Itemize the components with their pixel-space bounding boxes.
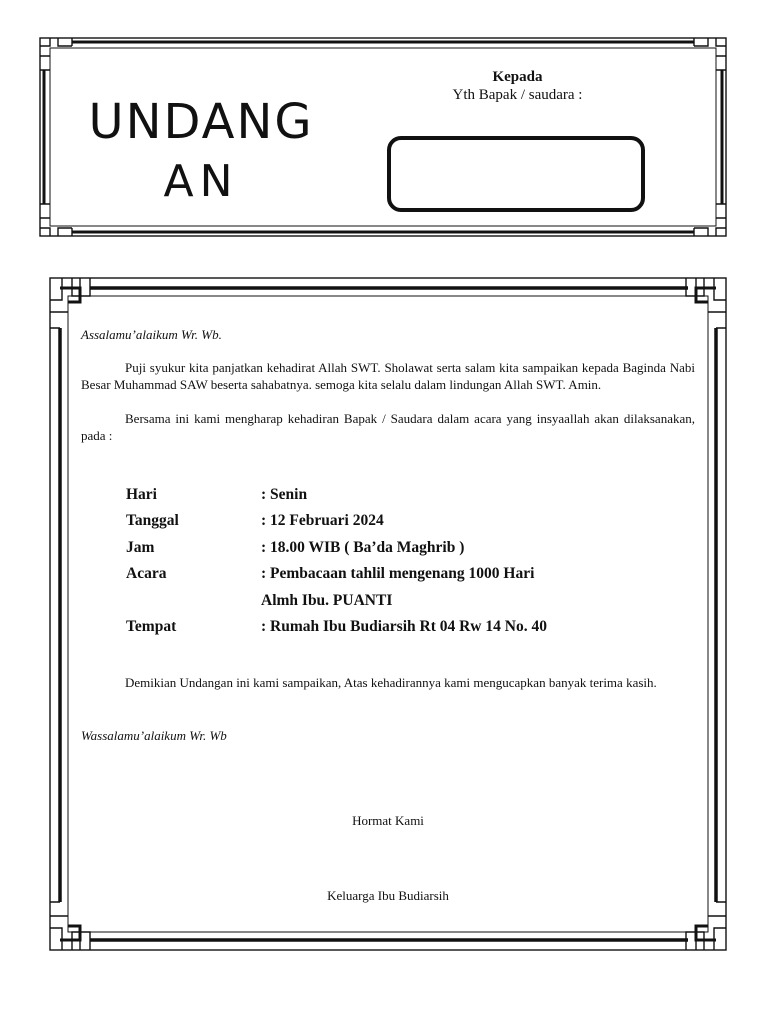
regards: Hormat Kami xyxy=(352,813,424,828)
letter-body xyxy=(81,326,695,444)
detail-label: Acara xyxy=(126,565,167,582)
detail-value: : 12 Februari 2024 xyxy=(261,512,384,529)
detail-label: Tempat xyxy=(126,618,177,635)
detail-value: Almh Ibu. PUANTI xyxy=(261,592,393,609)
detail-value: : Rumah Ibu Budiarsih Rt 04 Rw 14 No. 40 xyxy=(261,618,547,635)
invitation-title-line1: UNDANG xyxy=(88,94,314,150)
paragraph-1: Puji syukur kita panjatkan kehadirat Allah SWT. Sholawat serta salam kita sampaikan kepada Baginda Nabi Besar Muhammad SAW beserta sahabatnya. semoga kita selalu dalam lindungan Allah SWT. Amin. xyxy=(81,360,695,392)
detail-value: : Senin xyxy=(261,486,308,503)
detail-value: : 18.00 WIB ( Ba’da Maghrib ) xyxy=(261,539,465,556)
paragraph-2: Bersama ini kami mengharap kehadiran Bapak / Saudara dalam acara yang insyaallah akan dilaksanakan, pada : xyxy=(81,411,695,443)
detail-label: Tanggal xyxy=(126,512,179,529)
kepada-label: Kepada xyxy=(492,69,543,85)
detail-value: : Pembacaan tahlil mengenang 1000 Hari xyxy=(261,565,535,582)
detail-label: Hari xyxy=(126,486,157,503)
yth-label: Yth Bapak / saudara : xyxy=(452,87,583,103)
letter-closing-block xyxy=(81,674,695,744)
detail-label: Jam xyxy=(126,539,155,556)
paragraph-3: Demikian Undangan ini kami sampaikan, Atas kehadirannya kami mengucapkan banyak terima kasih. xyxy=(125,675,657,690)
closing-greeting: Wassalamu’alaikum Wr. Wb xyxy=(81,728,227,743)
opening-greeting: Assalamu’alaikum Wr. Wb. xyxy=(81,327,222,342)
signature: Keluarga Ibu Budiarsih xyxy=(327,888,449,903)
invitation-title-line2: AN xyxy=(163,156,239,207)
